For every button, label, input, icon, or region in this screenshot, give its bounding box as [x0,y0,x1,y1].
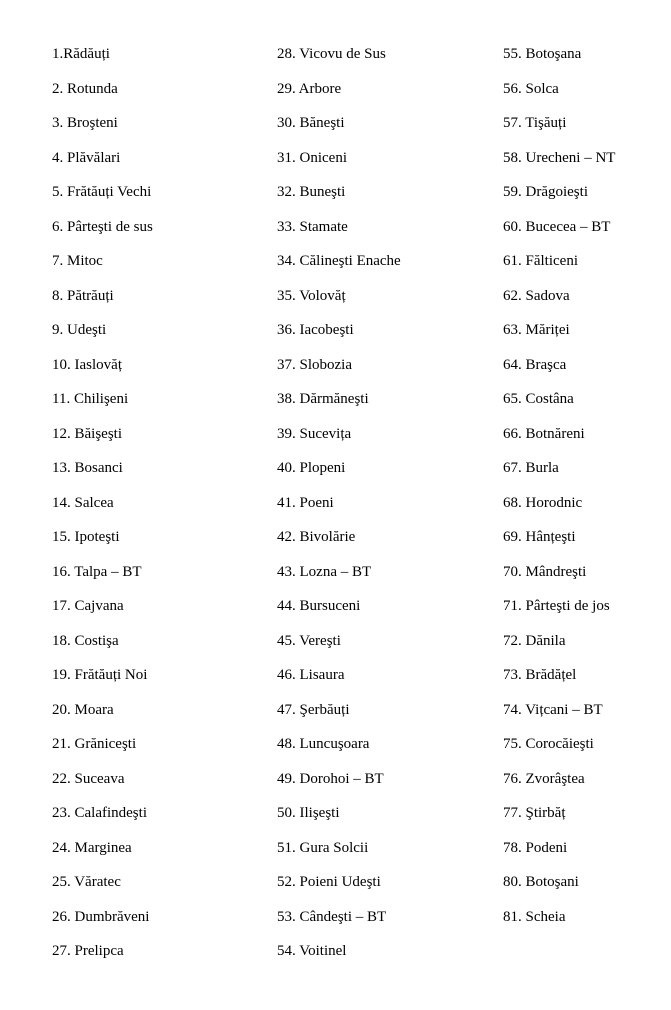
list-item: 33. Stamate [277,218,348,235]
list-item: 9. Udeşti [52,322,107,338]
list-item: 23. Calafindeşti [52,805,147,821]
list-item: 31. Oniceni [277,149,347,166]
list-item: 26. Dumbrăveni [52,908,150,925]
list-item: 39. Sucevița [277,425,352,442]
list-item: 74. Vițcani – BT [503,701,603,718]
list-column-3 [503,40,668,937]
list-item: 68. Horodnic [503,494,583,511]
list-item: 52. Poieni Udeşti [277,874,381,890]
list-item: 28. Vicovu de Sus [277,46,386,62]
list-item: 41. Poeni [277,494,334,511]
list-item: 81. Scheia [503,908,566,925]
list-item: 29. Arbore [277,80,342,97]
list-item: 53. Cândeşti – BT [277,908,387,925]
list-item: 49. Dorohoi – BT [277,770,384,787]
list-item: 13. Bosanci [52,460,123,476]
list-item: 17. Cajvana [52,598,124,614]
list-item: 46. Lisaura [277,667,345,683]
list-item: 38. Dărmăneşti [277,391,369,407]
list-item: 54. Voitinel [277,943,347,959]
list-item: 25. Văratec [52,874,121,890]
list-item: 14. Salcea [52,494,114,511]
list-item: 2. Rotunda [52,80,118,97]
list-item: 3. Broşteni [52,115,118,131]
list-item: 10. Iaslovăț [52,356,122,373]
list-item: 58. Urecheni – NT [503,149,616,166]
list-item: 72. Dănila [503,632,566,649]
list-column-1 [52,40,267,972]
list-item: 65. Costâna [503,391,574,407]
list-item: 24. Marginea [52,839,132,856]
list-item: 80. Botoşani [503,874,579,890]
list-item: 22. Suceava [52,770,125,787]
list-item: 47. Şerbăuți [277,701,350,718]
list-item: 40. Plopeni [277,460,346,476]
list-item: 21. Grăniceşti [52,736,137,752]
list-item: 16. Talpa – BT [52,563,142,580]
list-item: 55. Botoşana [503,46,582,62]
list-item: 60. Bucecea – BT [503,218,611,235]
list-item: 70. Mândreşti [503,563,587,580]
list-item: 63. Măriței [503,322,570,338]
list-item: 20. Moara [52,701,114,718]
list-item: 59. Drăgoieşti [503,184,588,200]
list-item: 5. Frătăuți Vechi [52,184,152,200]
list-item: 27. Prelipca [52,943,124,959]
list-item: 45. Vereşti [277,632,341,649]
list-column-2 [277,40,492,972]
list-item: 66. Botnăreni [503,425,585,442]
list-item: 78. Podeni [503,839,568,856]
list-item: 51. Gura Solcii [277,839,369,856]
list-item: 19. Frătăuți Noi [52,667,148,683]
list-item: 12. Băişeşti [52,425,122,442]
list-item: 7. Mitoc [52,253,103,269]
list-item: 36. Iacobeşti [277,322,354,338]
list-item: 64. Braşca [503,356,567,373]
list-item: 35. Volovăț [277,287,346,304]
list-item: 67. Burla [503,460,559,476]
list-item: 71. Pârteşti de jos [503,598,610,614]
list-item: 18. Costişa [52,632,119,649]
list-item: 76. Zvorâştea [503,770,585,787]
list-item: 77. Ştirbăț [503,805,566,821]
list-item: 44. Bursuceni [277,598,361,614]
list-item: 69. Hânțeşti [503,529,576,545]
list-item: 4. Plăvălari [52,149,121,166]
list-item: 42. Bivolărie [277,529,356,545]
list-item: 61. Fălticeni [503,253,578,269]
list-item: 37. Slobozia [277,356,352,373]
list-item: 34. Călineşti Enache [277,253,401,269]
list-item: 48. Luncuşoara [277,736,370,752]
list-item: 73. Brădățel [503,667,577,683]
list-item: 6. Pârteşti de sus [52,218,153,235]
list-item: 1.Rădăuți [52,46,110,62]
list-item: 8. Pătrăuți [52,287,114,304]
list-item: 56. Solca [503,80,559,97]
list-item: 11. Chilişeni [52,391,129,407]
list-item: 15. Ipoteşti [52,529,120,545]
list-item: 57. Tişăuți [503,115,567,131]
list-item: 62. Sadova [503,287,570,304]
list-item: 50. Ilişeşti [277,805,340,821]
list-item: 43. Lozna – BT [277,563,372,580]
list-item: 75. Corocăieşti [503,736,594,752]
list-item: 30. Băneşti [277,115,345,131]
list-item: 32. Buneşti [277,184,346,200]
